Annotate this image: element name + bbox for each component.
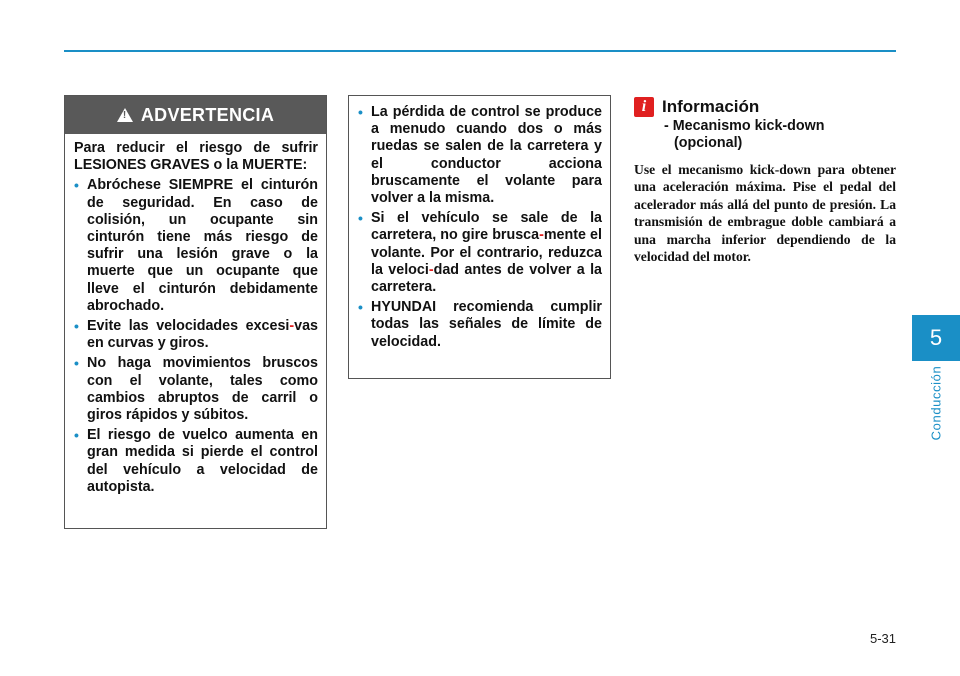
- warning-bullet-text: HYUNDAI recomienda cumplir todas las señales de límite de velocidad.: [371, 299, 602, 350]
- warning-bullet-text: El riesgo de vuelco aumenta en gran medida si pierde el control del vehículo a velocidad de autopista.: [87, 427, 318, 495]
- top-rule: [64, 50, 896, 52]
- bullet-dot-icon: •: [358, 104, 363, 120]
- page-number: 5-31: [869, 631, 896, 646]
- bullet-dot-icon: •: [358, 210, 363, 227]
- warning-bullet: [74, 177, 318, 315]
- bullet-dot-icon: •: [358, 299, 363, 316]
- info-header: [634, 97, 896, 117]
- info-title: Información: [662, 97, 760, 116]
- bullet-dot-icon: •: [74, 177, 79, 194]
- warning-bullet-text: Evite las velocidades excesi-vas en curvas y giros.: [87, 318, 318, 352]
- info-subtitle-optional: (opcional): [674, 135, 743, 151]
- bullet-dot-icon: •: [74, 427, 79, 444]
- info-icon: i: [634, 97, 654, 117]
- bullet-dot-icon: •: [74, 355, 79, 372]
- warning-box: [64, 95, 327, 529]
- warning-bullet: [358, 299, 602, 351]
- warning-bullet: [358, 210, 602, 296]
- chapter-label: Conducción: [928, 365, 944, 441]
- warning-bullet: [74, 427, 318, 496]
- info-subtitle: - Mecanismo kick-down: [664, 118, 825, 134]
- warning-triangle-icon: !: [117, 108, 133, 122]
- chapter-tab: 5: [912, 315, 960, 361]
- warning-bullet: [74, 318, 318, 352]
- warning-bullet: [358, 104, 602, 207]
- warning-title: ADVERTENCIA: [140, 104, 275, 125]
- bullet-dot-icon: •: [74, 318, 79, 335]
- warning-header: [65, 96, 326, 134]
- warning-bullet: [74, 355, 318, 424]
- info-body: Use el mecanismo kick-down para obtener una aceleración máxima. Pise el pedal del acelerador más allá del punto de presión. La transmisión de embrague doble cambiará a una marcha inferior dependiendo de la velocidad del motor.: [634, 162, 896, 265]
- warning-bullet-text: La pérdida de control se produce a menudo cuando dos o más ruedas se salen de la carretera y el conductor acciona bruscamente el volante para volver a la misma.: [371, 104, 602, 207]
- info-section: [634, 97, 896, 265]
- warning-continued-box: [348, 95, 611, 379]
- warning-body: [65, 134, 326, 496]
- warning-bullet-text: No haga movimientos bruscos con el volante, tales como cambios abruptos de carril o giros rápidos y súbitos.: [87, 355, 318, 424]
- warning-bullet-text: Abróchese SIEMPRE el cinturón de seguridad. En caso de colisión, un ocupante sin cinturón tiene más riesgo de sufrir una lesión grave o la muerte que un ocupante que lleve el cinturón debidamente abrochado.: [87, 177, 318, 314]
- warning-intro: Para reducir el riesgo de sufrir LESIONES GRAVES o la MUERTE:: [74, 140, 318, 174]
- warning-bullet-text: Si el vehículo se sale de la carretera, no gire brusca-mente el volante. Por el contrario, reduzca la veloci-dad antes de volver a la carretera.: [371, 210, 602, 296]
